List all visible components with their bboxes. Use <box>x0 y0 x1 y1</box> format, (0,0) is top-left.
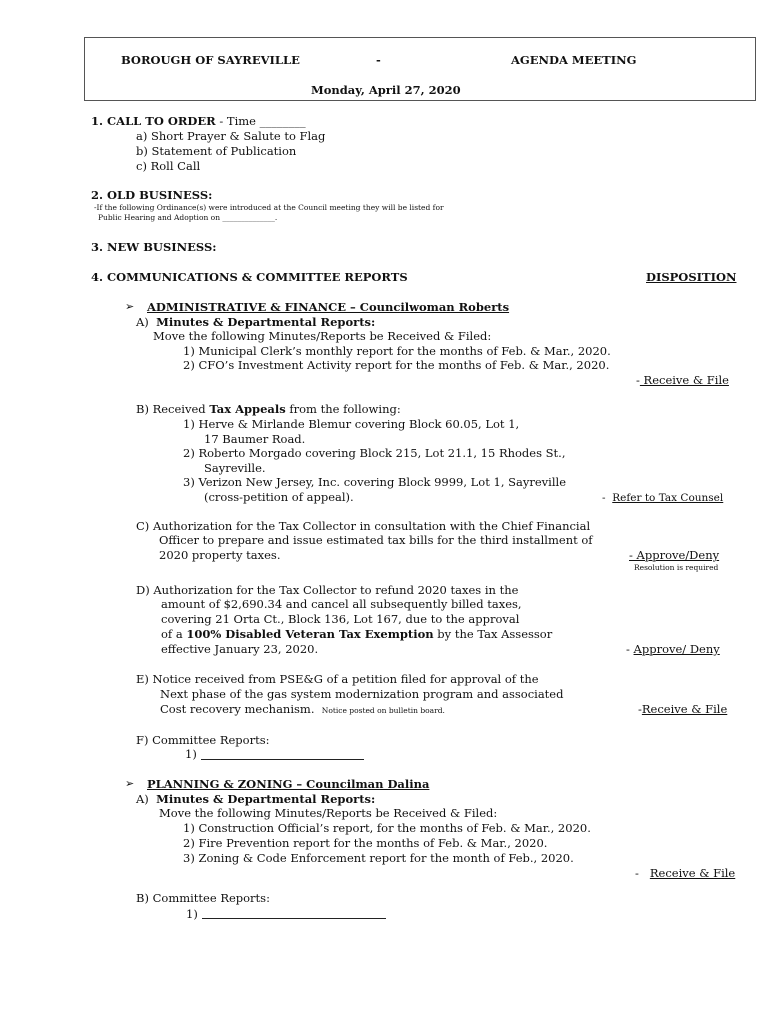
admin-e-text: Cost recovery mechanism. <box>160 702 315 716</box>
list-item: c) Roll Call <box>136 159 201 173</box>
disposition-receive-file <box>638 702 727 716</box>
list-item: 2) Fire Prevention report for the months of Feb. & Mar., 2020. <box>183 836 548 850</box>
admin-c-line: 2020 property taxes. <box>159 548 281 562</box>
list-item: b) Statement of Publication <box>136 144 297 158</box>
planning-b-line: B) Committee Reports: <box>136 891 270 905</box>
admin-c-line: Officer to prepare and issue estimated tax bills for the third installment of <box>159 533 593 547</box>
disposition-approve-deny <box>626 642 720 656</box>
planning-heading: PLANNING & ZONING – Councilman Dalina <box>147 777 430 791</box>
org-name: BOROUGH OF SAYREVILLE <box>121 53 300 67</box>
list-item: (cross-petition of appeal). <box>204 490 354 504</box>
planning-a-title <box>136 792 375 806</box>
disposition-dash: - <box>626 642 630 656</box>
list-item: 2) Roberto Morgado covering Block 215, Lot 21.1, 15 Rhodes St., <box>183 446 566 460</box>
admin-f-line: F) Committee Reports: <box>136 733 270 747</box>
admin-a-label: A) <box>136 315 149 329</box>
disposition-text: Refer to Tax Counsel <box>612 492 724 504</box>
admin-a-title-text: Minutes & Departmental Reports: <box>156 315 376 329</box>
admin-a-intro: Move the following Minutes/Reports be Received & Filed: <box>153 329 492 343</box>
planning-b-item: 1) <box>186 907 198 921</box>
disposition-receive-file <box>636 373 729 387</box>
admin-heading: ADMINISTRATIVE & FINANCE – Councilwoman Roberts <box>147 300 510 314</box>
admin-f-item: 1) <box>185 747 197 761</box>
old-business-title: 2. OLD BUSINESS: <box>91 188 213 202</box>
admin-e-line: E) Notice received from PSE&G of a petition filed for approval of the <box>136 672 539 686</box>
list-item: 1) Herve & Mirlande Blemur covering Block 60.05, Lot 1, <box>183 417 520 431</box>
time-label: - Time ________ <box>215 114 306 128</box>
admin-c-line: C) Authorization for the Tax Collector in consultation with the Chief Financial <box>136 519 591 533</box>
disposition-dash: - <box>635 866 639 880</box>
disposition-dash: - <box>636 373 640 387</box>
admin-d-bold: 100% Disabled Veteran Tax Exemption <box>186 627 434 641</box>
arrow-bullet-icon: ➢ <box>125 777 135 790</box>
old-business-note: -If the following Ordinance(s) were introduced at the Council meeting they will be listed for <box>94 203 444 212</box>
old-business-note: Public Hearing and Adoption on ______________. <box>98 213 278 222</box>
planning-a-title-text: Minutes & Departmental Reports: <box>156 792 376 806</box>
list-item: 17 Baumer Road. <box>204 432 306 446</box>
admin-b-title <box>136 402 401 416</box>
admin-d-line: D) Authorization for the Tax Collector to refund 2020 taxes in the <box>136 583 519 597</box>
disposition-dash: - <box>638 702 642 716</box>
admin-d-post: by the Tax Assessor <box>433 627 553 641</box>
admin-d-line <box>161 627 552 641</box>
disposition-text: Receive & File <box>641 702 728 716</box>
admin-a-title <box>136 315 375 329</box>
admin-d-line: covering 21 Orta Ct., Block 136, Lot 167, due to the approval <box>161 612 520 626</box>
list-item: a) Short Prayer & Salute to Flag <box>136 129 326 143</box>
disposition-approve-deny: - Approve/Deny <box>629 548 720 562</box>
planning-a-intro: Move the following Minutes/Reports be Received & Filed: <box>159 806 498 820</box>
resolution-note: Resolution is required <box>634 563 719 572</box>
admin-e-line: Next phase of the gas system modernization program and associated <box>160 687 564 701</box>
list-item: Sayreville. <box>204 461 266 475</box>
list-item: 1) Municipal Clerk’s monthly report for the months of Feb. & Mar., 2020. <box>183 344 611 358</box>
admin-b-post: from the following: <box>285 402 401 416</box>
admin-d-line: amount of $2,690.34 and cancel all subsequently billed taxes, <box>161 597 522 611</box>
disposition-heading: DISPOSITION <box>646 270 737 284</box>
disposition-dash: - <box>602 492 606 504</box>
admin-e-line <box>160 702 445 718</box>
meeting-date: Monday, April 27, 2020 <box>311 83 461 97</box>
communications-title: 4. COMMUNICATIONS & COMMITTEE REPORTS <box>91 270 408 284</box>
blank-line <box>201 759 364 760</box>
list-item: 2) CFO’s Investment Activity report for the months of Feb. & Mar., 2020. <box>183 358 610 372</box>
list-item: 3) Verizon New Jersey, Inc. covering Block 9999, Lot 1, Sayreville <box>183 475 566 489</box>
header-dash: - <box>376 53 381 67</box>
list-item: 1) Construction Official’s report, for the months of Feb. & Mar., 2020. <box>183 821 591 835</box>
list-item: 3) Zoning & Code Enforcement report for the month of Feb., 2020. <box>183 851 574 865</box>
call-to-order <box>91 114 306 128</box>
call-to-order-title: 1. CALL TO ORDER <box>91 114 216 128</box>
blank-line <box>202 918 386 919</box>
disposition-refer <box>602 491 723 505</box>
planning-a-label: A) <box>136 792 149 806</box>
disposition-text: Approve/ Deny <box>633 642 720 656</box>
admin-d-line: effective January 23, 2020. <box>161 642 319 656</box>
new-business-title: 3. NEW BUSINESS: <box>91 240 217 254</box>
admin-b-pre: B) Received <box>136 402 210 416</box>
admin-b-bold: Tax Appeals <box>209 402 286 416</box>
disposition-text: Receive & File <box>639 373 729 387</box>
arrow-bullet-icon: ➢ <box>125 300 135 313</box>
admin-d-pre: of a <box>161 627 187 641</box>
disposition-receive-file <box>635 866 735 880</box>
bulletin-note: Notice posted on bulletin board. <box>321 706 445 715</box>
disposition-text: Receive & File <box>649 866 736 880</box>
meeting-type: AGENDA MEETING <box>511 53 637 67</box>
